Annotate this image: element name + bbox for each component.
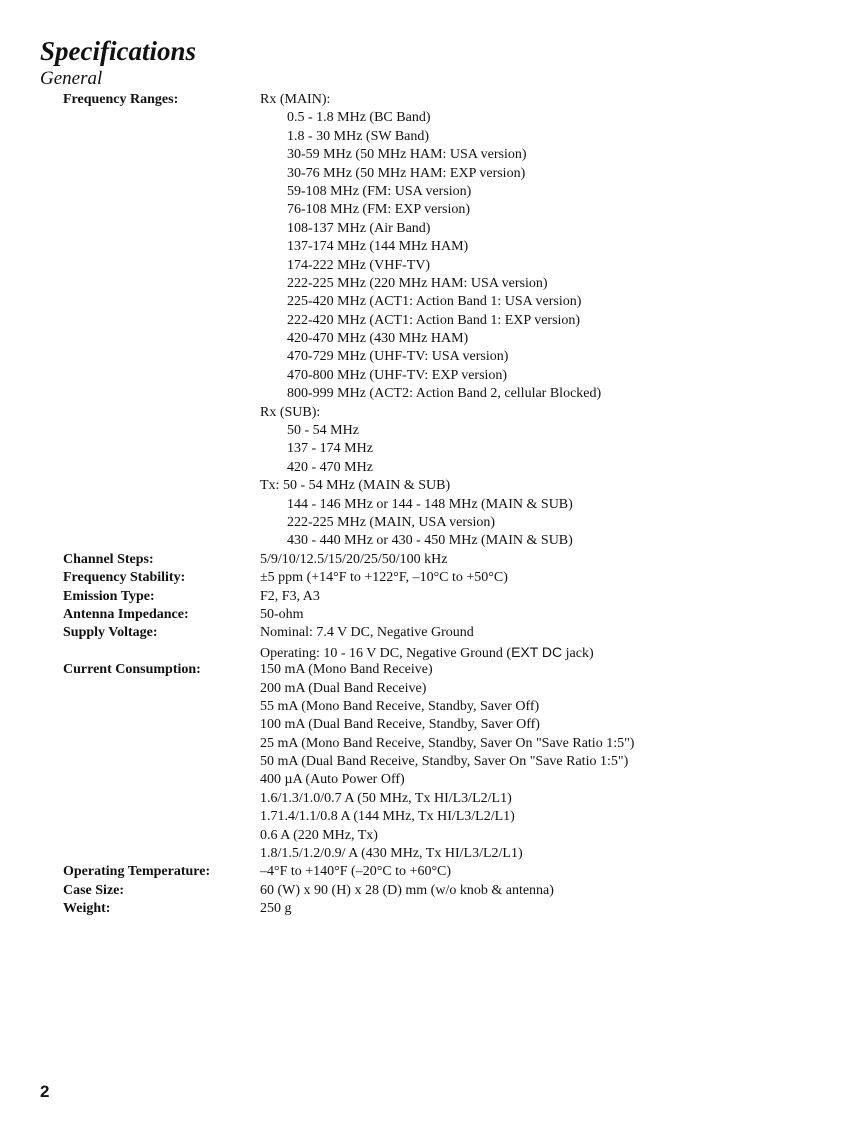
spec-row	[0, 477, 866, 495]
spec-value: 137-174 MHz (144 MHz HAM)	[287, 239, 469, 255]
spec-value: 60 (W) x 90 (H) x 28 (D) mm (w/o knob & antenna)	[260, 882, 554, 898]
spec-row	[0, 422, 866, 440]
spec-value: 108-137 MHz (Air Band)	[287, 220, 431, 236]
spec-value: F2, F3, A3	[260, 588, 320, 604]
spec-value: 50 mA (Dual Band Receive, Standby, Saver On "Save Ratio 1:5")	[260, 754, 629, 770]
spec-row	[0, 514, 866, 532]
spec-row	[0, 790, 866, 808]
spec-row	[0, 459, 866, 477]
spec-row	[0, 588, 866, 606]
spec-row	[0, 569, 866, 587]
spec-label: Operating Temperature:	[63, 864, 211, 880]
spec-value: 250 g	[260, 901, 292, 917]
spec-row	[0, 312, 866, 330]
spec-value: 222-420 MHz (ACT1: Action Band 1: EXP version)	[287, 312, 581, 328]
spec-label: Supply Voltage:	[63, 625, 158, 641]
spec-row	[0, 845, 866, 863]
spec-row	[0, 128, 866, 146]
spec-value: 25 mA (Mono Band Receive, Standby, Saver On "Save Ratio 1:5")	[260, 735, 635, 751]
spec-row	[0, 183, 866, 201]
spec-value: 470-800 MHz (UHF-TV: EXP version)	[287, 367, 508, 383]
spec-value: Tx: 50 - 54 MHz (MAIN & SUB)	[260, 478, 451, 494]
spec-row	[0, 440, 866, 458]
spec-value: 420 - 470 MHz	[287, 459, 373, 475]
spec-row	[0, 808, 866, 826]
spec-label: Frequency Ranges:	[63, 92, 179, 107]
spec-value: 0.6 A (220 MHz, Tx)	[260, 827, 378, 843]
spec-value: Nominal: 7.4 V DC, Negative Ground	[260, 625, 474, 641]
page-title: Specifications	[40, 36, 196, 66]
spec-row	[0, 661, 866, 679]
spec-row	[0, 385, 866, 403]
spec-value: 50-ohm	[260, 606, 304, 622]
spec-row	[0, 753, 866, 771]
spec-value: 800-999 MHz (ACT2: Action Band 2, cellular Blocked)	[287, 386, 602, 402]
spec-value: 225-420 MHz (ACT1: Action Band 1: USA version)	[287, 294, 582, 310]
spec-label: Case Size:	[63, 882, 125, 898]
spec-row	[0, 109, 866, 127]
spec-row	[0, 404, 866, 422]
spec-value: 1.8/1.5/1.2/0.9/ A (430 MHz, Tx HI/L3/L2/L1)	[260, 846, 523, 862]
spec-value: 200 mA (Dual Band Receive)	[260, 680, 427, 696]
spec-row	[0, 735, 866, 753]
spec-row	[0, 257, 866, 275]
spec-value: Operating: 10 - 16 V DC, Negative Ground (EXT DC jack)	[260, 643, 594, 661]
spec-row	[0, 643, 866, 661]
specifications-table	[0, 91, 866, 919]
spec-row	[0, 900, 866, 918]
spec-value: 30-76 MHz (50 MHz HAM: EXP version)	[287, 165, 526, 181]
spec-label: Frequency Stability:	[63, 570, 186, 586]
spec-row	[0, 624, 866, 642]
spec-value: 76-108 MHz (FM: EXP version)	[287, 202, 471, 218]
spec-value: 59-108 MHz (FM: USA version)	[287, 183, 472, 199]
spec-row	[0, 220, 866, 238]
spec-label: Channel Steps:	[63, 551, 154, 567]
spec-value: Rx (MAIN):	[260, 92, 331, 107]
spec-row	[0, 698, 866, 716]
spec-value: 470-729 MHz (UHF-TV: USA version)	[287, 349, 509, 365]
spec-value: 420-470 MHz (430 MHz HAM)	[287, 331, 469, 347]
spec-row	[0, 91, 866, 109]
spec-value: 30-59 MHz (50 MHz HAM: USA version)	[287, 147, 527, 163]
spec-row	[0, 275, 866, 293]
spec-row	[0, 201, 866, 219]
spec-value: Rx (SUB):	[260, 404, 321, 420]
spec-value: 222-225 MHz (MAIN, USA version)	[287, 514, 496, 530]
spec-value: 55 mA (Mono Band Receive, Standby, Saver Off)	[260, 698, 540, 714]
spec-row	[0, 551, 866, 569]
spec-value: 50 - 54 MHz	[287, 423, 359, 439]
spec-row	[0, 330, 866, 348]
spec-row	[0, 146, 866, 164]
spec-value: 1.6/1.3/1.0/0.7 A (50 MHz, Tx HI/L3/L2/L1)	[260, 790, 512, 806]
spec-value: 1.8 - 30 MHz (SW Band)	[287, 128, 430, 144]
spec-value: 5/9/10/12.5/15/20/25/50/100 kHz	[260, 551, 448, 567]
spec-label: Emission Type:	[63, 588, 155, 604]
spec-value: 0.5 - 1.8 MHz (BC Band)	[287, 110, 431, 126]
spec-row	[0, 863, 866, 881]
page-number: 2	[40, 1082, 50, 1101]
spec-value: 174-222 MHz (VHF-TV)	[287, 257, 431, 273]
spec-value: 400 µA (Auto Power Off)	[260, 772, 405, 788]
spec-value: 222-225 MHz (220 MHz HAM: USA version)	[287, 275, 548, 291]
spec-value-sans: EXT DC	[511, 643, 563, 660]
spec-row	[0, 532, 866, 550]
spec-row	[0, 827, 866, 845]
spec-value: ±5 ppm (+14°F to +122°F, –10°C to +50°C)	[260, 570, 508, 586]
spec-value: 137 - 174 MHz	[287, 441, 373, 457]
spec-row	[0, 606, 866, 624]
spec-value: –4°F to +140°F (–20°C to +60°C)	[260, 864, 452, 880]
spec-value: 144 - 146 MHz or 144 - 148 MHz (MAIN & SUB)	[287, 496, 573, 512]
spec-value: 430 - 440 MHz or 430 - 450 MHz (MAIN & SUB)	[287, 533, 573, 549]
spec-label: Weight:	[63, 901, 111, 917]
spec-row	[0, 716, 866, 734]
spec-value: 100 mA (Dual Band Receive, Standby, Saver Off)	[260, 717, 540, 733]
spec-row	[0, 680, 866, 698]
spec-row	[0, 882, 866, 900]
spec-row	[0, 293, 866, 311]
spec-row	[0, 165, 866, 183]
spec-value: 1.71.4/1.1/0.8 A (144 MHz, Tx HI/L3/L2/L1)	[260, 809, 515, 825]
spec-row	[0, 496, 866, 514]
spec-row	[0, 771, 866, 789]
spec-row	[0, 238, 866, 256]
spec-row	[0, 348, 866, 366]
spec-row	[0, 367, 866, 385]
section-subtitle: General	[40, 68, 103, 89]
spec-label: Current Consumption:	[63, 662, 201, 678]
spec-label: Antenna Impedance:	[63, 606, 189, 622]
spec-value: 150 mA (Mono Band Receive)	[260, 662, 433, 678]
